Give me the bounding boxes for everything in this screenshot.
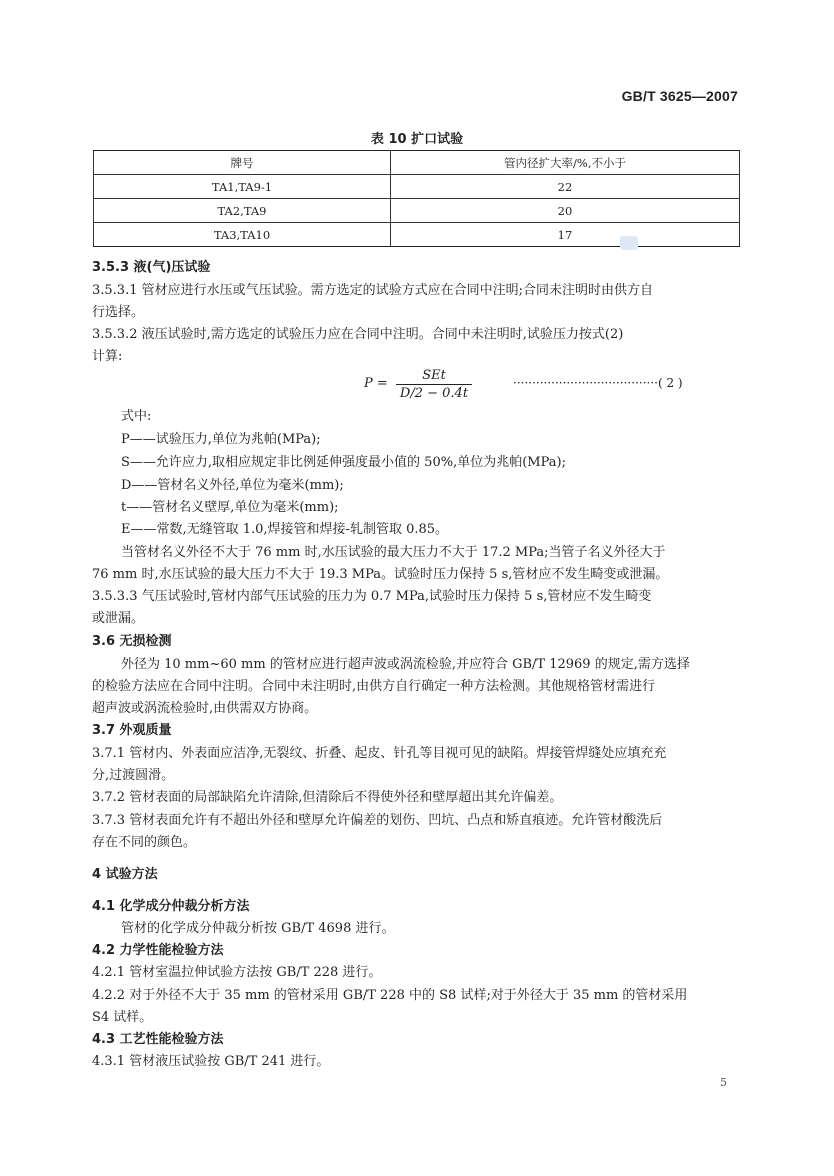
section-heading-4-2: 4.2 力学性能检验方法	[92, 943, 224, 958]
column-header-expansion: 管内径扩大率/%,不小于	[391, 151, 740, 175]
symbol-def-e: E——常数,无缝管取 1.0,焊接管和焊接-轧制管取 0.85。	[121, 522, 449, 537]
table-cell-value: 22	[391, 175, 740, 199]
formula-fraction	[396, 368, 472, 403]
clause-3-5-3-3: 3.5.3.3 气压试验时,管材内部气压试验的压力为 0.7 MPa,试验时压力保持 5 s,管材应不发生畸变	[92, 589, 652, 604]
symbol-def-d: D——管材名义外径,单位为毫米(mm);	[121, 478, 344, 493]
formula-numerator: SEt	[396, 368, 472, 385]
section-heading-3-7: 3.7 外观质量	[92, 723, 172, 738]
table-cell-grade: TA2,TA9	[94, 199, 391, 223]
table-cell-grade: TA1,TA9-1	[94, 175, 391, 199]
section-heading-3-5-3: 3.5.3 液(气)压试验	[92, 260, 211, 275]
ndt-paragraph: 外径为 10 mm~60 mm 的管材应进行超声波或涡流检验,并应符合 GB/T 12969 的规定,需方选择	[121, 657, 690, 672]
table-cell-grade: TA3,TA10	[94, 223, 391, 247]
ndt-paragraph-cont1: 的检验方法应在合同中注明。合同中未注明时,由供方自行确定一种方法检测。其他规格管材需进行	[92, 679, 656, 694]
table-row	[94, 175, 740, 199]
clause-3-5-3-1: 3.5.3.1 管材应进行水压或气压试验。需方选定的试验方式应在合同中注明;合同未注明时由供方自	[92, 283, 653, 298]
equation-number: ······································( 2 )	[513, 376, 683, 390]
table-cell-value: 17	[391, 223, 740, 247]
symbol-def-t: t——管材名义壁厚,单位为毫米(mm);	[121, 500, 339, 515]
clause-3-5-3-1-cont: 行选择。	[92, 305, 145, 320]
clause-3-5-3-2-cont: 计算:	[92, 349, 123, 364]
table-cell-value: 20	[391, 199, 740, 223]
section-heading-3-6: 3.6 无损检测	[92, 634, 172, 649]
column-header-grade: 牌号	[94, 151, 391, 175]
section-heading-4-3: 4.3 工艺性能检验方法	[92, 1032, 224, 1047]
expansion-test-table	[93, 150, 740, 247]
ndt-paragraph-cont2: 超声波或涡流检验时,由供需双方协商。	[92, 701, 318, 716]
table-row	[94, 223, 740, 247]
clause-4-2-2: 4.2.2 对于外径不大于 35 mm 的管材采用 GB/T 228 中的 S8 试样;对于外径大于 35 mm 的管材采用	[92, 988, 688, 1003]
page-number: 5	[720, 1076, 727, 1089]
clause-3-7-2: 3.7.2 管材表面的局部缺陷允许清除,但清除后不得使外径和壁厚超出其允许偏差。	[92, 790, 563, 805]
clause-4-2-1: 4.2.1 管材室温拉伸试验方法按 GB/T 228 进行。	[92, 965, 382, 980]
table-caption: 表 10 扩口试验	[370, 132, 464, 147]
table-header-row	[94, 151, 740, 175]
section-heading-4-1: 4.1 化学成分仲裁分析方法	[92, 899, 250, 914]
clause-3-7-1-cont: 分,过渡圆滑。	[92, 768, 175, 783]
clause-3-7-1: 3.7.1 管材内、外表面应洁净,无裂纹、折叠、起皮、针孔等目视可见的缺陷。焊接管焊缝处应填充充	[92, 746, 667, 761]
where-label: 式中:	[121, 409, 152, 424]
clause-4-1-text: 管材的化学成分仲裁分析按 GB/T 4698 进行。	[121, 921, 395, 936]
pressure-limits-paragraph-cont: 76 mm 时,水压试验的最大压力不大于 19.3 MPa。试验时压力保持 5 s,管材应不发生畸变或泄漏。	[92, 567, 669, 582]
standard-code-header: GB/T 3625—2007	[621, 88, 738, 104]
symbol-def-s: S——允许应力,取相应规定非比例延伸强度最小值的 50%,单位为兆帕(MPa);	[121, 455, 566, 470]
clause-3-7-3: 3.7.3 管材表面允许有不超出外径和壁厚允许偏差的划伤、凹坑、凸点和矫直痕迹。允许管材酸洗后	[92, 813, 663, 828]
formula-denominator: D/2 − 0.4t	[399, 386, 469, 401]
section-heading-4: 4 试验方法	[92, 867, 158, 882]
symbol-def-p: P——试验压力,单位为兆帕(MPa);	[121, 432, 321, 447]
clause-3-5-3-3-cont: 或泄漏。	[92, 611, 145, 626]
clause-4-2-2-cont: S4 试样。	[92, 1010, 153, 1025]
formula-lhs: P =	[364, 376, 388, 391]
clause-3-7-3-cont: 存在不同的颜色。	[92, 835, 197, 850]
clause-3-5-3-2: 3.5.3.2 液压试验时,需方选定的试验压力应在合同中注明。合同中未注明时,试验压力按式(2)	[92, 327, 624, 342]
scan-mark	[620, 236, 638, 250]
clause-4-3-1: 4.3.1 管材液压试验按 GB/T 241 进行。	[92, 1054, 330, 1069]
table-row	[94, 199, 740, 223]
pressure-limits-paragraph: 当管材名义外径不大于 76 mm 时,水压试验的最大压力不大于 17.2 MPa;当管子名义外径大于	[121, 545, 666, 560]
